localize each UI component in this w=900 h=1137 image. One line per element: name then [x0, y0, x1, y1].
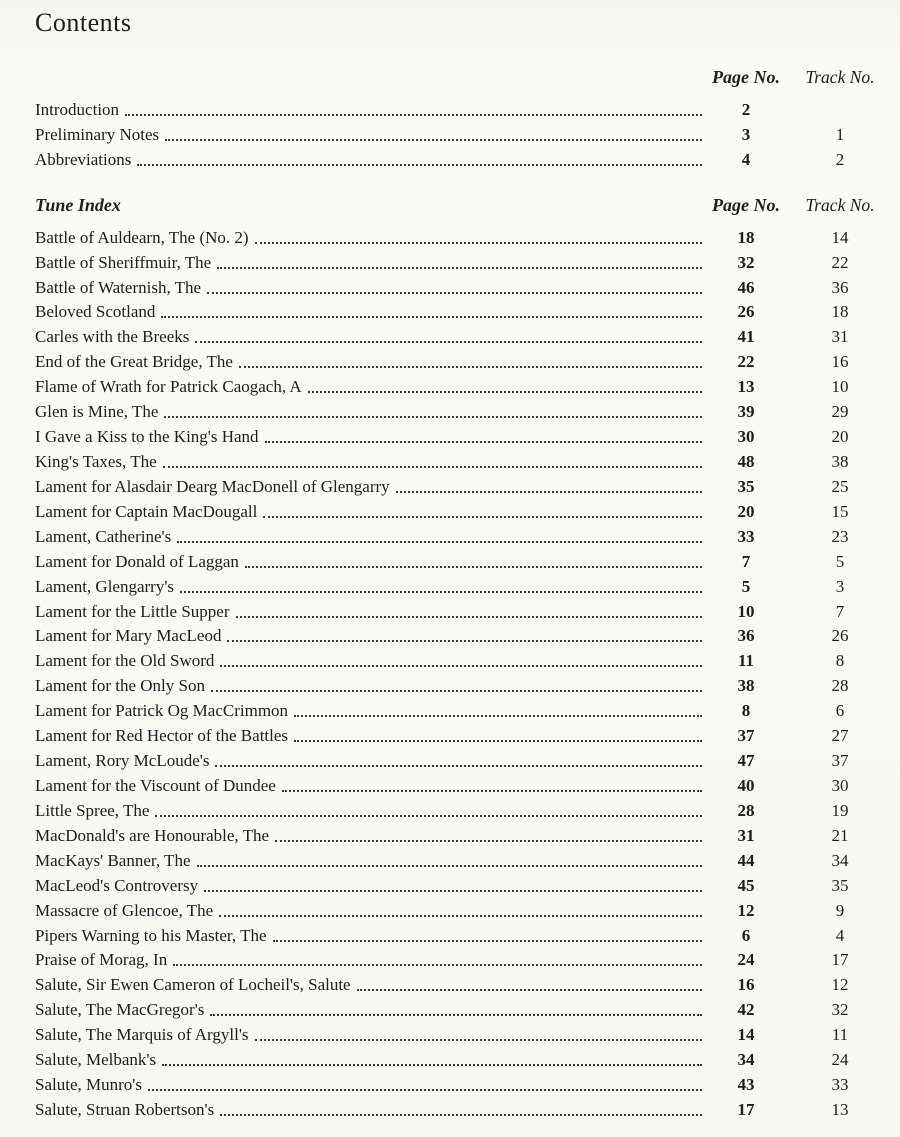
entry-page-number: 13 — [737, 377, 755, 397]
dot-leader — [211, 690, 702, 692]
toc-row — [35, 397, 890, 422]
entry-track-number: 11 — [831, 1025, 849, 1045]
entry-page-number: 45 — [737, 875, 755, 895]
entry-title: Lament for the Little Supper — [35, 601, 230, 621]
entry-title: Salute, The Marquis of Argyll's — [35, 1025, 249, 1045]
entry-title: Little Spree, The — [35, 800, 150, 820]
toc-row — [35, 547, 890, 572]
entry-track-number: 16 — [831, 352, 849, 372]
toc-row — [35, 298, 890, 323]
entry-page-number: 38 — [737, 676, 755, 696]
entry-track-number: 35 — [831, 875, 849, 895]
toc-row — [35, 422, 890, 447]
entry-track-number: 5 — [835, 551, 845, 571]
entry-page-number: 28 — [737, 800, 755, 820]
dot-leader — [294, 715, 702, 717]
dot-leader — [217, 267, 702, 269]
entry-title: Lament for the Viscount of Dundee — [35, 775, 276, 795]
dot-leader — [220, 665, 702, 667]
dot-leader — [220, 1114, 702, 1116]
entry-title: I Gave a Kiss to the King's Hand — [35, 427, 259, 447]
dot-leader — [204, 890, 702, 892]
toc-row — [35, 1020, 890, 1045]
entry-track-number: 13 — [831, 1099, 849, 1119]
toc-row — [35, 597, 890, 622]
entry-title: Salute, Melbank's — [35, 1050, 157, 1070]
dot-leader — [162, 1064, 702, 1066]
dot-leader — [245, 566, 702, 568]
toc-row — [35, 871, 890, 896]
dot-leader — [294, 740, 702, 742]
entry-page-number: 48 — [737, 451, 755, 471]
toc-row — [35, 95, 890, 120]
dot-leader — [195, 341, 702, 343]
dot-leader — [177, 541, 702, 543]
toc-row — [35, 572, 890, 597]
entry-title: Lament for Patrick Og MacCrimmon — [35, 701, 289, 721]
entry-track-number: 37 — [831, 751, 849, 771]
entry-track-number: 10 — [831, 377, 849, 397]
toc-row — [35, 347, 890, 372]
toc-row — [35, 447, 890, 472]
entry-page-number: 7 — [741, 551, 751, 571]
entry-track-number: 2 — [835, 149, 845, 169]
toc-row — [35, 970, 890, 995]
entry-title: Lament for the Old Sword — [35, 651, 215, 671]
entry-track-number: 33 — [831, 1075, 849, 1095]
entry-track-number: 1 — [835, 124, 845, 144]
dot-leader — [173, 964, 702, 966]
dot-leader — [219, 915, 702, 917]
entry-page-number: 14 — [737, 1025, 755, 1045]
page-title: Contents — [35, 8, 132, 37]
entry-title: King's Taxes, The — [35, 451, 157, 471]
tune-index-heading: Tune Index — [35, 194, 121, 215]
toc-row — [35, 796, 890, 821]
page-no-header: Page No. — [712, 67, 780, 87]
toc-row — [35, 646, 890, 671]
entry-page-number: 34 — [737, 1050, 755, 1070]
toc-row — [35, 522, 890, 547]
entry-page-number: 16 — [737, 975, 755, 995]
entry-track-number: 29 — [831, 402, 849, 422]
entry-track-number: 31 — [831, 327, 849, 347]
entry-title: Salute, The MacGregor's — [35, 1000, 205, 1020]
entry-page-number: 6 — [741, 925, 751, 945]
entry-track-number: 24 — [831, 1050, 849, 1070]
toc-row — [35, 1045, 890, 1070]
entry-track-number: 14 — [831, 227, 849, 247]
entry-page-number: 47 — [737, 751, 755, 771]
entry-track-number: 15 — [831, 501, 849, 521]
entry-page-number: 24 — [737, 950, 755, 970]
entry-title: Battle of Auldearn, The (No. 2) — [35, 227, 249, 247]
track-no-header: Track No. — [805, 67, 875, 87]
entry-title: Glen is Mine, The — [35, 402, 159, 422]
entry-page-number: 2 — [741, 99, 751, 119]
entry-track-number: 27 — [831, 726, 849, 746]
entry-page-number: 41 — [737, 327, 755, 347]
entry-track-number: 21 — [831, 825, 849, 845]
entry-page-number: 37 — [737, 726, 755, 746]
toc-row — [35, 896, 890, 921]
entry-title: Massacre of Glencoe, The — [35, 900, 214, 920]
toc-row — [35, 671, 890, 696]
dot-leader — [265, 441, 702, 443]
tune-index-list — [35, 223, 890, 1120]
entry-title: Lament, Rory McLoude's — [35, 751, 210, 771]
entry-title: Beloved Scotland — [35, 302, 156, 322]
dot-leader — [125, 114, 702, 116]
entry-title: Battle of Sheriffmuir, The — [35, 252, 212, 272]
entry-page-number: 36 — [737, 626, 755, 646]
entry-title: Lament for Mary MacLeod — [35, 626, 222, 646]
toc-row — [35, 497, 890, 522]
entry-track-number: 3 — [835, 576, 845, 596]
entry-page-number: 33 — [737, 526, 755, 546]
page-no-header: Page No. — [712, 194, 780, 215]
dot-leader — [165, 139, 702, 141]
entry-track-number: 18 — [831, 302, 849, 322]
dot-leader — [155, 815, 702, 817]
entry-title: Salute, Sir Ewen Cameron of Locheil's, Salute — [35, 975, 351, 995]
toc-row — [35, 322, 890, 347]
entry-page-number: 44 — [737, 850, 755, 870]
entry-title: Introduction — [35, 99, 120, 119]
entry-page-number: 26 — [737, 302, 755, 322]
toc-row — [35, 721, 890, 746]
dot-leader — [255, 242, 702, 244]
entry-page-number: 35 — [737, 476, 755, 496]
dot-leader — [180, 591, 702, 593]
entry-page-number: 12 — [737, 900, 755, 920]
entry-track-number: 32 — [831, 1000, 849, 1020]
entry-track-number: 4 — [835, 925, 845, 945]
entry-page-number: 5 — [741, 576, 751, 596]
entry-title: Lament for Captain MacDougall — [35, 501, 258, 521]
entry-track-number: 22 — [831, 252, 849, 272]
dot-leader — [275, 840, 702, 842]
entry-title: Abbreviations — [35, 149, 132, 169]
dot-leader — [161, 316, 702, 318]
toc-row — [35, 145, 890, 170]
entry-track-number: 9 — [835, 900, 845, 920]
entry-title: Lament, Glengarry's — [35, 576, 175, 596]
entry-page-number: 18 — [737, 227, 755, 247]
entry-page-number: 3 — [741, 124, 751, 144]
toc-row — [35, 472, 890, 497]
entry-title: Flame of Wrath for Patrick Caogach, A — [35, 377, 302, 397]
dot-leader — [197, 865, 703, 867]
entry-page-number: 42 — [737, 1000, 755, 1020]
entry-track-number: 17 — [831, 950, 849, 970]
toc-row — [35, 846, 890, 871]
tune-index-header-row — [35, 190, 890, 216]
dot-leader — [215, 765, 702, 767]
entry-page-number: 17 — [737, 1099, 755, 1119]
toc-row — [35, 771, 890, 796]
entry-page-number: 32 — [737, 252, 755, 272]
entry-page-number: 11 — [737, 651, 755, 671]
front-matter-list — [35, 95, 890, 170]
entry-title: Lament, Catherine's — [35, 526, 172, 546]
toc-row — [35, 1095, 890, 1120]
front-matter-column-headers — [35, 62, 890, 88]
entry-title: MacLeod's Controversy — [35, 875, 199, 895]
entry-title: Salute, Munro's — [35, 1075, 142, 1095]
entry-page-number: 8 — [741, 701, 751, 721]
dot-leader — [164, 416, 702, 418]
entry-title: MacDonald's are Honourable, The — [35, 825, 270, 845]
dot-leader — [273, 940, 702, 942]
dot-leader — [239, 366, 702, 368]
toc-row — [35, 273, 890, 298]
dot-leader — [263, 516, 702, 518]
dot-leader — [308, 391, 702, 393]
toc-row — [35, 696, 890, 721]
entry-page-number: 4 — [741, 149, 751, 169]
entry-page-number: 10 — [737, 601, 755, 621]
entry-title: Lament for Red Hector of the Battles — [35, 726, 289, 746]
entry-title: Lament for Donald of Laggan — [35, 551, 239, 571]
toc-row — [35, 746, 890, 771]
entry-title: Lament for Alasdair Dearg MacDonell of Glengarry — [35, 476, 390, 496]
toc-row — [35, 622, 890, 647]
entry-page-number: 46 — [737, 277, 755, 297]
toc-row — [35, 946, 890, 971]
entry-track-number: 38 — [831, 451, 849, 471]
entry-track-number: 26 — [831, 626, 849, 646]
entry-page-number: 30 — [737, 427, 755, 447]
entry-track-number: 30 — [831, 775, 849, 795]
dot-leader — [210, 1014, 702, 1016]
entry-title: Pipers Warning to his Master, The — [35, 925, 267, 945]
entry-title: Salute, Struan Robertson's — [35, 1099, 215, 1119]
entry-title: End of the Great Bridge, The — [35, 352, 233, 372]
entry-page-number: 31 — [737, 825, 755, 845]
entry-page-number: 39 — [737, 402, 755, 422]
entry-title: Carles with the Breeks — [35, 327, 190, 347]
entry-track-number: 28 — [831, 676, 849, 696]
toc-row — [35, 921, 890, 946]
entry-page-number: 20 — [737, 501, 755, 521]
entry-track-number: 36 — [831, 277, 849, 297]
toc-row — [35, 821, 890, 846]
dot-leader — [207, 292, 702, 294]
entry-track-number: 19 — [831, 800, 849, 820]
dot-leader — [282, 790, 702, 792]
track-no-header: Track No. — [805, 194, 875, 215]
entry-track-number: 34 — [831, 850, 849, 870]
toc-row — [35, 120, 890, 145]
entry-track-number: 6 — [835, 701, 845, 721]
entry-page-number: 22 — [737, 352, 755, 372]
dot-leader — [236, 616, 703, 618]
entry-title: MacKays' Banner, The — [35, 850, 191, 870]
entry-title: Praise of Morag, In — [35, 950, 168, 970]
entry-title: Battle of Waternish, The — [35, 277, 202, 297]
entry-track-number: 23 — [831, 526, 849, 546]
dot-leader — [396, 491, 702, 493]
toc-row — [35, 372, 890, 397]
entry-track-number: 20 — [831, 427, 849, 447]
entry-page-number: 43 — [737, 1075, 755, 1095]
toc-row — [35, 223, 890, 248]
dot-leader — [357, 989, 702, 991]
toc-row — [35, 1070, 890, 1095]
entry-track-number: 12 — [831, 975, 849, 995]
entry-title: Preliminary Notes — [35, 124, 160, 144]
dot-leader — [227, 640, 702, 642]
dot-leader — [148, 1089, 702, 1091]
entry-track-number: 25 — [831, 476, 849, 496]
toc-row — [35, 995, 890, 1020]
entry-title: Lament for the Only Son — [35, 676, 205, 696]
entry-page-number: 40 — [737, 775, 755, 795]
dot-leader — [137, 164, 702, 166]
dot-leader — [163, 466, 702, 468]
entry-track-number: 7 — [835, 601, 845, 621]
toc-row — [35, 248, 890, 273]
dot-leader — [255, 1039, 702, 1041]
entry-track-number: 8 — [835, 651, 845, 671]
